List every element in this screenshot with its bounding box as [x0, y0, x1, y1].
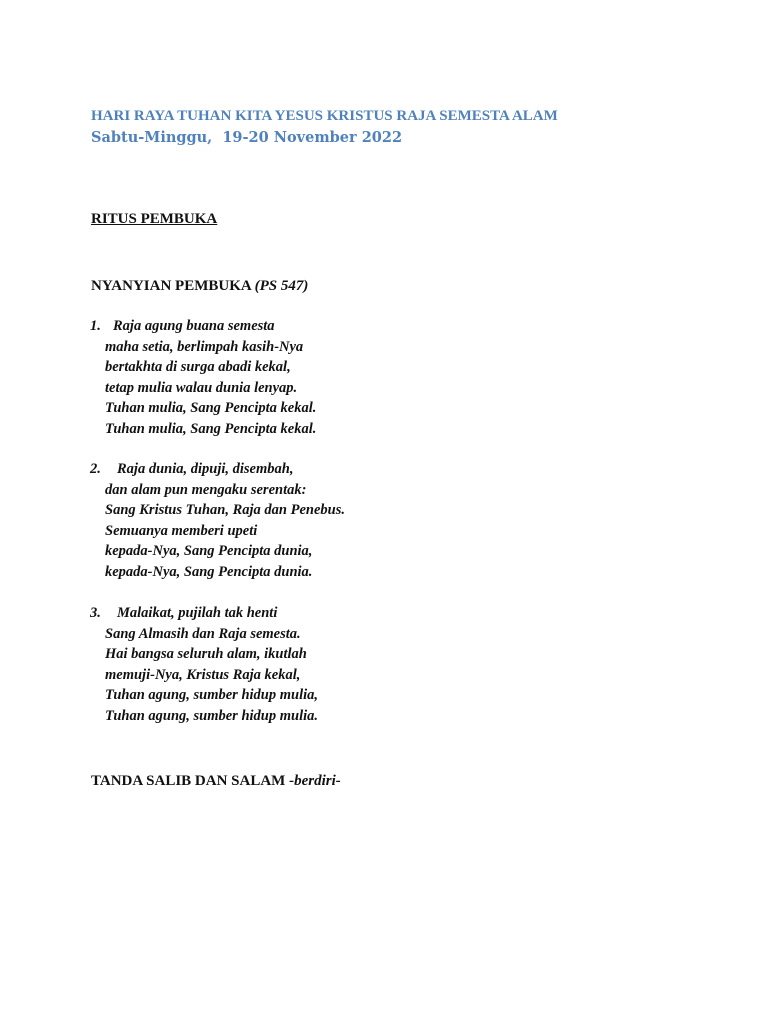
verse-3: [90, 603, 318, 726]
verse-line: Sang Almasih dan Raja semesta.: [105, 625, 301, 642]
document-title: HARI RAYA TUHAN KITA YESUS KRISTUS RAJA SEMESTA ALAM: [91, 108, 558, 124]
document-header: [91, 106, 558, 148]
verse-line: Sang Kristus Tuhan, Raja dan Penebus.: [105, 502, 346, 518]
verse-line-text: Raja dunia, dipuji, disembah,: [117, 461, 294, 477]
section-heading-label: TANDA SALIB DAN SALAM: [91, 773, 290, 789]
verse-line: [90, 603, 318, 624]
verse-line: Tuhan mulia, Sang Pencipta kekal.: [105, 400, 317, 416]
section-heading-ritus-pembuka: RITUS PEMBUKA: [91, 211, 218, 227]
verse-line: Tuhan agung, sumber hidup mulia,: [105, 687, 319, 703]
verse-number: 2.: [90, 461, 101, 477]
song-heading-label: NYANYIAN PEMBUKA: [91, 278, 255, 294]
verse-line: Tuhan agung, sumber hidup mulia.: [105, 707, 319, 724]
song-heading: [91, 276, 308, 296]
verse-line: dan alam pun mengaku serentak:: [105, 481, 307, 498]
verse-line: Semuanya memberi upeti: [105, 522, 258, 539]
verse-line: kepada-Nya, Sang Pencipta dunia,: [105, 543, 313, 559]
verse-number: 3.: [90, 605, 101, 621]
verse-line-text: Raja agung buana semesta: [113, 318, 275, 334]
verse-1: [90, 316, 316, 439]
verse-line: memuji-Nya, Kristus Raja kekal,: [105, 666, 301, 683]
song-reference: (PS 547): [254, 278, 309, 294]
verse-line: Tuhan mulia, Sang Pencipta kekal.: [105, 420, 317, 437]
verse-line-text: Malaikat, pujilah tak henti: [117, 605, 278, 621]
verse-line: bertakhta di surga abadi kekal,: [105, 359, 291, 375]
verse-line: kepada-Nya, Sang Pencipta dunia.: [105, 563, 313, 580]
verse-line: Hai bangsa seluruh alam, ikutlah: [105, 646, 307, 662]
verse-line: [90, 459, 345, 480]
section-note: -berdiri-: [289, 773, 341, 789]
section-heading-tanda-salib: [91, 771, 341, 791]
verse-number: 1.: [90, 318, 101, 334]
verse-line: maha setia, berlimpah kasih-Nya: [105, 338, 304, 355]
verse-line: [90, 316, 316, 337]
verse-2: [90, 459, 345, 582]
verse-line: tetap mulia walau dunia lenyap.: [105, 379, 298, 396]
document-date: Sabtu-Minggu, 19-20 November 2022: [91, 129, 403, 146]
